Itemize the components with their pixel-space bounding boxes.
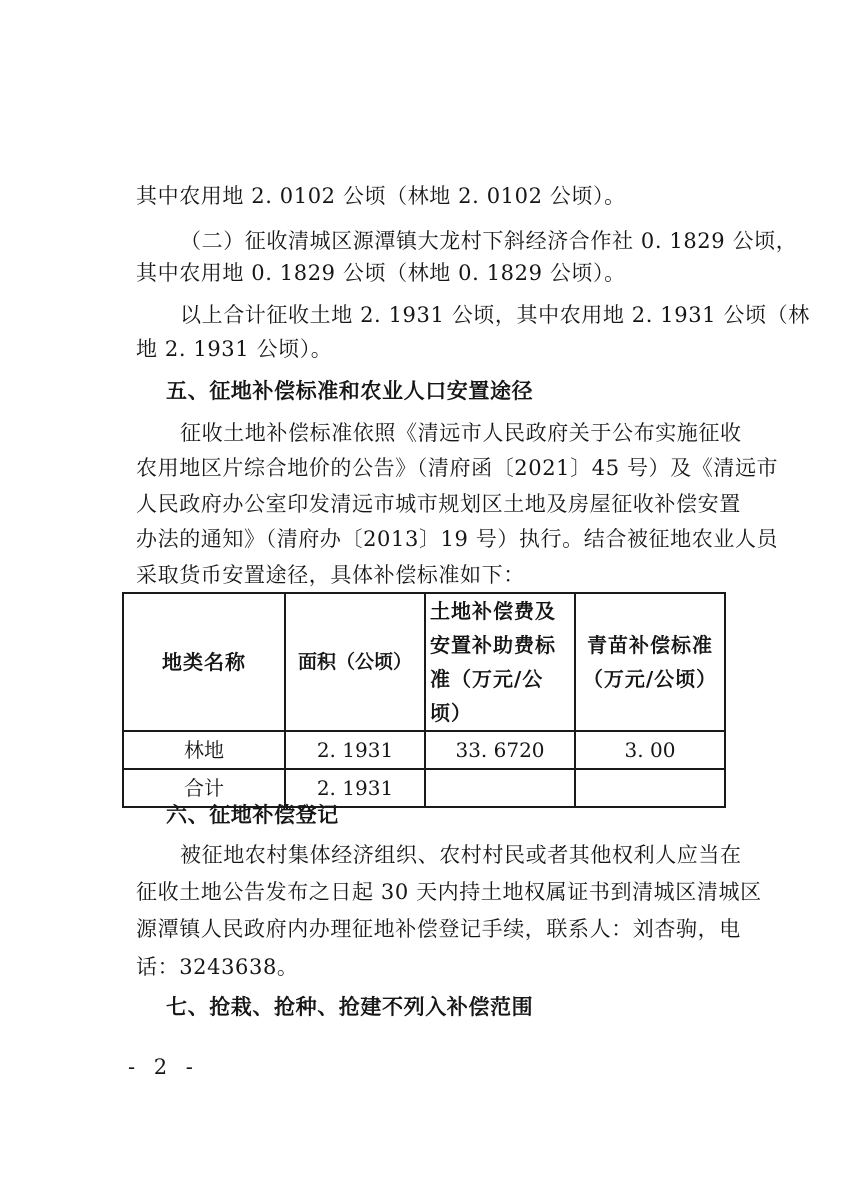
cell-land-type: 合计 — [123, 769, 285, 807]
cell-crop-fee — [575, 769, 725, 807]
section-heading: 七、抢栽、抢种、抢建不列入补偿范围 — [166, 995, 534, 1019]
header-crop-fee: 青苗补偿标准（万元/公顷） — [575, 593, 725, 731]
page-number: - 2 - — [128, 1055, 199, 1079]
body-text-line: 话：3243638。 — [136, 955, 299, 979]
cell-land-fee — [425, 769, 575, 807]
body-text-line: 征收土地补偿标准依照《清远市人民政府关于公布实施征收 — [180, 421, 742, 445]
body-text-line: 以上合计征收土地 2. 1931 公顷，其中农用地 2. 1931 公顷（林 — [180, 303, 810, 327]
body-text-line: 源潭镇人民政府内办理征地补偿登记手续，联系人：刘杏驹，电 — [136, 917, 741, 941]
cell-land-fee: 33. 6720 — [425, 731, 575, 769]
body-text-line: （二）征收清城区源潭镇大龙村下斜经济合作社 0. 1829 公顷， — [180, 229, 798, 253]
header-land-type: 地类名称 — [123, 593, 285, 731]
body-text-line: 人民政府办公室印发清远市城市规划区土地及房屋征收补偿安置 — [136, 492, 741, 516]
body-text-line: 被征地农村集体经济组织、农村村民或者其他权利人应当在 — [180, 843, 742, 867]
body-text-line: 办法的通知》（清府办〔2013〕19 号）执行。结合被征地农业人员 — [136, 527, 779, 551]
cell-area: 2. 1931 — [285, 769, 425, 807]
body-text-line: 征收土地公告发布之日起 30 天内持土地权属证书到清城区清城区 — [136, 880, 762, 904]
section-heading: 五、征地补偿标准和农业人口安置途径 — [166, 379, 534, 403]
body-text-line: 地 2. 1931 公顷）。 — [136, 337, 333, 361]
cell-land-type: 林地 — [123, 731, 285, 769]
cell-area: 2. 1931 — [285, 731, 425, 769]
body-text-line: 采取货币安置途径，具体补偿标准如下： — [136, 563, 525, 587]
body-text-line: 农用地区片综合地价的公告》（清府函〔2021〕45 号）及《清远市 — [136, 456, 779, 480]
body-text-line: 其中农用地 0. 1829 公顷（林地 0. 1829 公顷）。 — [136, 261, 626, 285]
cell-crop-fee: 3. 00 — [575, 731, 725, 769]
table-row — [123, 731, 725, 769]
header-area: 面积（公顷） — [285, 593, 425, 731]
body-text-line: 其中农用地 2. 0102 公顷（林地 2. 0102 公顷）。 — [136, 184, 626, 208]
compensation-table — [122, 592, 726, 808]
table-header-row — [123, 593, 725, 731]
header-land-fee: 土地补偿费及安置补助费标准（万元/公顷） — [425, 593, 575, 731]
section-heading: 六、征地补偿登记 — [166, 803, 339, 827]
